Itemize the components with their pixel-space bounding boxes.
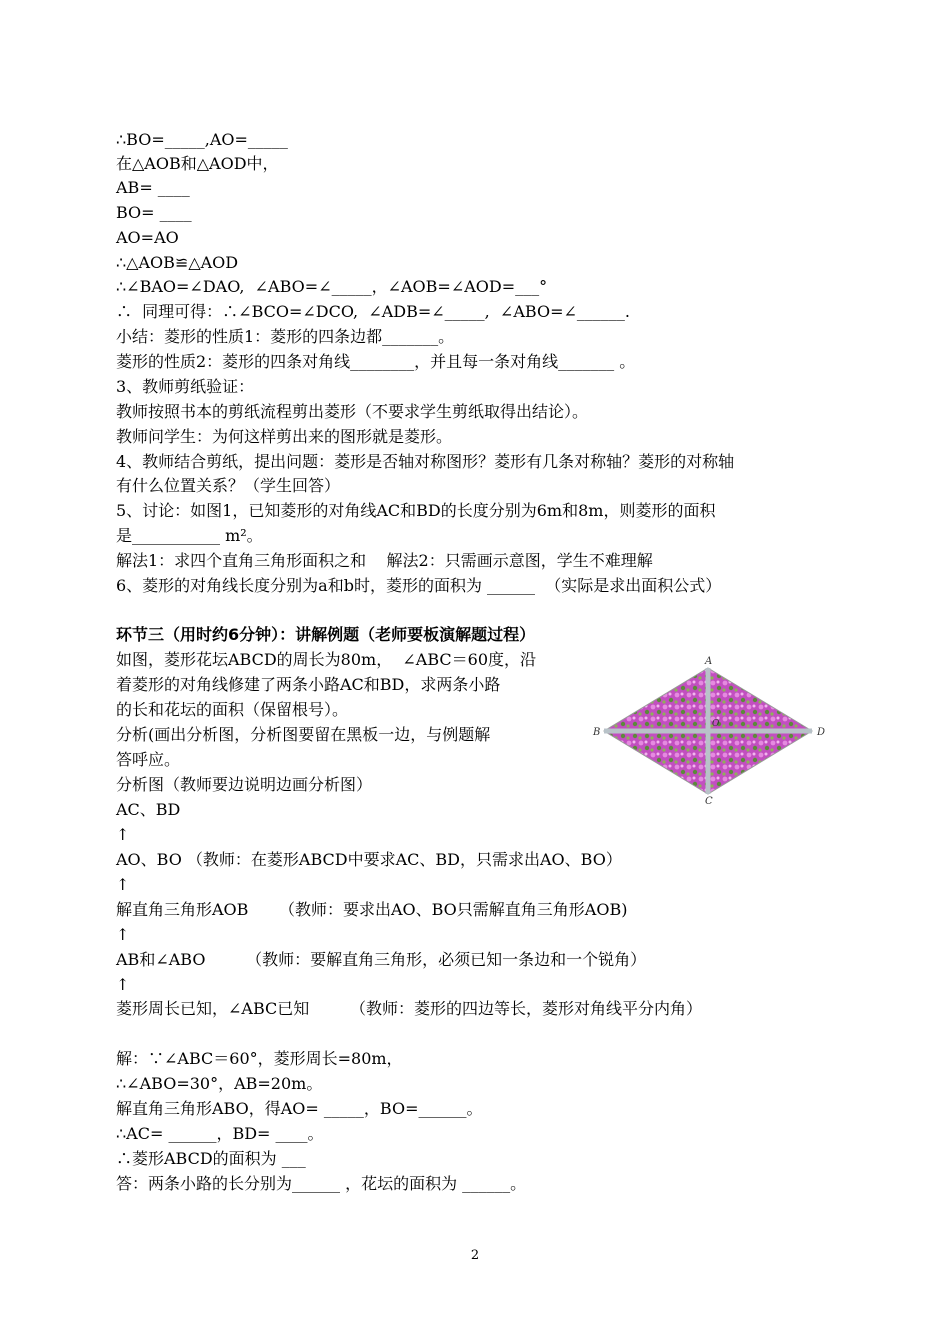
up-arrow: ↑ — [116, 925, 130, 944]
text-line: 解：∵∠ABC＝60°，菱形周长=80m， — [116, 1049, 403, 1068]
text-line: 着菱形的对角线修建了两条小路AC和BD，求两条小路 — [116, 675, 501, 694]
text-line: 分析(画出分析图，分析图要留在黑板一边，与例题解 — [116, 725, 491, 744]
text-line: 答：两条小路的长分别为______ ，花坛的面积为 ______。 — [116, 1174, 527, 1193]
text-line: ∴∠BAO=∠DAO, ∠ABO=∠_____，∠AOB=∠AOD=___° — [116, 277, 548, 296]
center-label-o: O — [712, 719, 720, 729]
vertex-label-c: C — [705, 796, 713, 806]
text-line: 有什么位置关系？（学生回答） — [116, 476, 341, 495]
text-line: 如图，菱形花坛ABCD的周长为80m， ∠ABC＝60度，沿 — [116, 650, 537, 669]
text-line: 5、讨论：如图1，已知菱形的对角线AC和BD的长度分别为6m和8m，则菱形的面积 — [116, 501, 716, 520]
up-arrow: ↑ — [116, 975, 130, 994]
text-line: 4、教师结合剪纸，提出问题：菱形是否轴对称图形？菱形有几条对称轴？菱形的对称轴 — [116, 452, 735, 471]
text-line: ∴∠ABO=30°，AB=20m。 — [116, 1074, 323, 1093]
text-line: 解法1：求四个直角三角形面积之和 解法2：只需画示意图，学生不难理解 — [116, 551, 653, 570]
vertex-label-d: D — [817, 727, 826, 738]
text-line: 菱形的性质2：菱形的四条对角线________，并且每一条对角线_______ 。 — [116, 352, 636, 371]
text-line: ∴BO=_____,AO=_____ — [116, 130, 288, 149]
page-number: 2 — [470, 1248, 480, 1263]
text-line: AO=AO — [116, 228, 179, 247]
text-line: 分析图（教师要边说明边画分析图） — [116, 775, 373, 794]
text-line: 的长和花坛的面积（保留根号）。 — [116, 700, 349, 719]
text-line: 答呼应。 — [116, 750, 181, 769]
text-line: 3、教师剪纸验证： — [116, 377, 255, 396]
text-line: 解直角三角形ABO，得AO= _____，BO=______。 — [116, 1099, 483, 1118]
section-heading: 环节三（用时约6分钟）：讲解例题（老师要板演解题过程） — [116, 625, 536, 644]
text-line: 教师问学生：为何这样剪出来的图形就是菱形。 — [116, 427, 453, 446]
text-line: 6、菱形的对角线长度分别为a和b时，菱形的面积为 ______ （实际是求出面积公式） — [116, 576, 722, 595]
text-line: 是___________ m²。 — [116, 526, 263, 545]
text-line: AB= ____ — [116, 178, 190, 197]
text-line: ∴ 同理可得：∴∠BCO=∠DCO, ∠ADB=∠_____, ∠ABO=∠______. — [116, 302, 630, 321]
text-line: 解直角三角形AOB （教师：要求出AO、BO只需解直角三角形AOB) — [116, 900, 628, 919]
text-line: AB和∠ABO （教师：要解直角三角形，必须已知一条边和一个锐角） — [116, 950, 647, 969]
text-line: 在△AOB和△AOD中， — [116, 154, 279, 173]
text-line: BO= ____ — [116, 203, 192, 222]
text-line: 小结：菱形的性质1：菱形的四条边都_______。 — [116, 327, 455, 346]
text-line: AO、BO （教师：在菱形ABCD中要求AC、BD，只需求出AO、BO） — [116, 850, 622, 869]
vertex-label-b: B — [593, 727, 601, 738]
up-arrow: ↑ — [116, 875, 130, 894]
vertex-label-a: A — [705, 656, 713, 667]
rhombus-flowerbed-figure — [590, 656, 840, 806]
text-line: ∴△AOB≌△AOD — [116, 253, 239, 272]
text-line: ∴AC= ______，BD= ____。 — [116, 1124, 324, 1143]
up-arrow: ↑ — [116, 825, 130, 844]
text-line: AC、BD — [116, 800, 181, 819]
text-line: 菱形周长已知，∠ABC已知 （教师：菱形的四边等长，菱形对角线平分内角） — [116, 999, 702, 1018]
text-line: 教师按照书本的剪纸流程剪出菱形（不要求学生剪纸取得出结论）。 — [116, 402, 589, 421]
text-line: ∴菱形ABCD的面积为 ___ — [116, 1149, 306, 1168]
